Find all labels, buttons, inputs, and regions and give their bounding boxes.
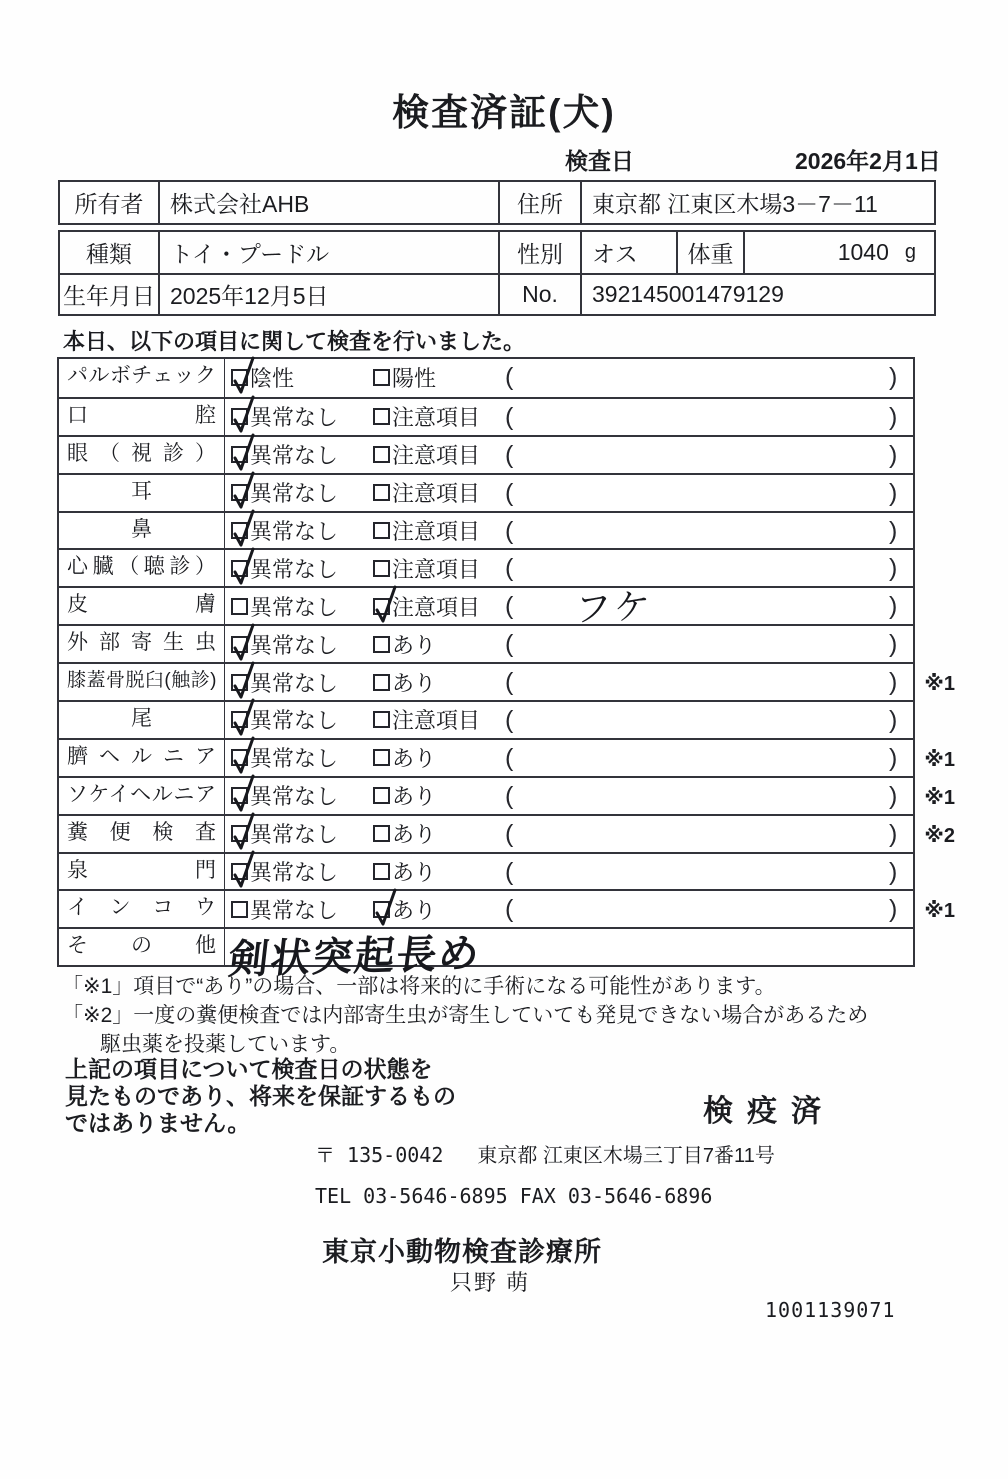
exam-item-label [59, 475, 225, 511]
exam-row-content [225, 550, 913, 586]
owner-value: 株式会社AHB [160, 182, 500, 223]
exam-option-1 [231, 588, 338, 624]
paren-close: ) [889, 516, 898, 545]
checkbox-option-2 [373, 484, 390, 501]
exam-option-2-label: あり [392, 670, 437, 696]
checkbox-option-2 [373, 560, 390, 577]
paren-close: ) [889, 630, 898, 659]
checkbox-option-1 [231, 408, 248, 425]
exam-option-1-label: 異常なし [250, 670, 339, 696]
exam-option-1-label: 異常なし [250, 443, 339, 469]
exam-option-2 [373, 475, 480, 511]
exam-option-1-label: 陰性 [250, 366, 295, 392]
owner-label: 所有者 [60, 182, 160, 223]
breed-sex-weight-row [60, 232, 934, 273]
exam-item-label-text: その他 [67, 934, 216, 958]
exam-row-content [225, 626, 913, 662]
clinic-postal-address [315, 1139, 775, 1168]
paren-open: ( [505, 895, 514, 924]
veterinarian-name: 只野 萌 [450, 1270, 531, 1295]
checkbox-option-2 [373, 408, 390, 425]
intro-sentence: 本日、以下の項目に関して検査を行いました。 [63, 329, 526, 354]
exam-option-1-label: 異常なし [250, 897, 339, 923]
paren-close: ) [889, 857, 898, 886]
exam-option-2-label: あり [392, 897, 437, 923]
birth-no-row [60, 273, 934, 314]
disclaimer-line-2: 見たものであり、将来を保証するもの [65, 1083, 456, 1109]
exam-item-label [59, 816, 225, 852]
paren-open: ( [505, 706, 514, 735]
exam-option-2 [373, 740, 436, 776]
exam-option-2 [373, 778, 436, 814]
checkbox-option-1 [231, 901, 248, 918]
exam-row-content [225, 437, 913, 473]
paren-close: ) [889, 781, 898, 810]
paren-close: ) [889, 819, 898, 848]
checkbox-option-2 [373, 446, 390, 463]
exam-option-1-label: 異常なし [250, 784, 339, 810]
weight-number: 1040 [837, 239, 889, 265]
exam-item-label [59, 588, 225, 624]
checkbox-option-2 [373, 901, 390, 918]
footnotes [62, 972, 868, 1059]
paren-close: ) [889, 478, 898, 507]
exam-option-1 [231, 664, 338, 700]
exam-option-2-label: 注意項目 [392, 519, 481, 544]
exam-option-2-label: 注意項目 [392, 481, 481, 507]
weight-value [745, 232, 934, 273]
exam-item-label [59, 929, 225, 965]
exam-table-row [59, 852, 913, 890]
exam-table-row [59, 359, 913, 397]
exam-option-1-label: 異常なし [250, 822, 339, 848]
exam-option-2-label: あり [392, 784, 437, 810]
exam-item-label-text: ソケイヘルニア [67, 782, 216, 806]
paren-open: ( [505, 857, 514, 886]
paren-open: ( [505, 668, 514, 697]
checkbox-option-1 [231, 369, 248, 386]
checkbox-option-2 [373, 636, 390, 653]
exam-table-row [59, 662, 955, 700]
exam-item-label-text: 心臓（聴診） [67, 555, 216, 579]
exam-table-row [59, 511, 913, 549]
exam-table-row [59, 814, 955, 852]
exam-row-content [225, 778, 955, 814]
paren-close: ) [889, 668, 898, 697]
paren-close: ) [889, 706, 898, 735]
exam-option-2-label: あり [392, 860, 437, 886]
exam-item-label-text: 眼（視診） [67, 441, 216, 465]
clinic-name: 東京小動物検査診療所 [322, 1237, 602, 1267]
checkbox-option-2 [373, 711, 390, 728]
exam-table-row [59, 548, 913, 586]
checkbox-option-1 [231, 636, 248, 653]
exam-option-1 [231, 702, 338, 738]
exam-table-row [59, 700, 913, 738]
page-title: 検査済証(犬) [392, 92, 616, 133]
inspection-date-value: 2026年2月1日 [795, 148, 941, 174]
paren-close: ) [889, 743, 898, 772]
exam-item-label [59, 437, 225, 473]
checkbox-option-1 [231, 711, 248, 728]
document-number: 1001139071 [765, 1298, 896, 1322]
handwritten-note: フケ [573, 585, 655, 631]
footnote-mark: ※1 [924, 748, 955, 771]
breed-value: トイ・プードル [160, 232, 500, 273]
disclaimer-line-3: ではありません。 [65, 1110, 251, 1136]
exam-option-1-label: 異常なし [250, 519, 339, 544]
paren-close: ) [889, 592, 898, 621]
quarantine-cleared-stamp: 検疫済 [703, 1095, 835, 1128]
exam-option-2-label: 注意項目 [392, 405, 481, 431]
checkbox-option-1 [231, 484, 248, 501]
exam-item-label [59, 891, 225, 927]
exam-item-label-text: インコウ [67, 896, 216, 920]
exam-option-1-label: 異常なし [250, 708, 339, 734]
exam-item-label [59, 702, 225, 738]
checkbox-option-1 [231, 863, 248, 880]
exam-option-1-label: 異常なし [250, 594, 339, 620]
exam-option-2-label: 注意項目 [392, 443, 481, 469]
exam-option-2 [373, 664, 436, 700]
exam-option-2 [373, 550, 480, 586]
weight-unit: g [904, 241, 916, 263]
exam-table-row [59, 927, 913, 983]
exam-item-label-text: 糞便検査 [67, 820, 216, 844]
owner-row [60, 182, 934, 223]
paren-open: ( [505, 781, 514, 810]
sex-label: 性別 [500, 232, 582, 273]
exam-option-1-label: 異常なし [250, 481, 339, 507]
exam-item-label-text: 外部寄生虫 [67, 631, 216, 655]
exam-option-1 [231, 550, 338, 586]
exam-option-2-label: 注意項目 [392, 594, 481, 620]
paren-open: ( [505, 402, 514, 431]
disclaimer-line-1: 上記の項目について検査日の状態を [65, 1056, 433, 1082]
pet-info-table [58, 230, 936, 316]
birthdate-value: 2025年12月5日 [160, 275, 500, 314]
exam-option-2-label: 注意項目 [392, 556, 481, 582]
exam-item-label-text: 皮膚 [67, 593, 216, 617]
exam-option-1 [231, 740, 338, 776]
exam-option-1-label: 異常なし [250, 632, 339, 658]
paren-open: ( [505, 516, 514, 545]
paren-close: ) [889, 363, 898, 391]
exam-row-content [225, 585, 913, 631]
exam-option-2 [373, 702, 480, 738]
exam-row-content [225, 929, 913, 983]
footnote-mark: ※1 [924, 786, 955, 809]
exam-option-2 [373, 437, 480, 473]
exam-option-2 [373, 854, 436, 890]
owner-table [58, 180, 936, 225]
paren-close: ) [889, 402, 898, 431]
exam-item-label-text: 尾 [131, 707, 152, 731]
exam-table [57, 357, 955, 983]
checkbox-option-2 [373, 522, 390, 539]
handwritten-other-note: 剣状突起長め [226, 931, 484, 983]
exam-row-content [225, 702, 913, 738]
exam-table-row [59, 776, 955, 814]
checkbox-option-1 [231, 787, 248, 804]
footnote-2: 「※2」一度の糞便検査では内部寄生虫が寄生していても発見できない場合があるため [62, 1004, 869, 1027]
exam-item-label [59, 740, 225, 776]
weight-label: 体重 [678, 232, 745, 273]
checkbox-option-1 [231, 749, 248, 766]
paren-open: ( [505, 478, 514, 507]
footnote-2-continued: 駆虫薬を投薬しています。 [100, 1033, 351, 1056]
exam-option-1 [231, 359, 294, 397]
exam-option-1-label: 異常なし [250, 405, 339, 431]
exam-option-1 [231, 437, 338, 473]
exam-option-2-label: あり [392, 746, 437, 772]
exam-table-row [59, 585, 913, 631]
exam-item-label-text: 口腔 [67, 403, 216, 427]
exam-item-label-text: 鼻 [131, 517, 152, 541]
exam-table-row [59, 397, 913, 435]
exam-row-content [225, 891, 955, 927]
checkbox-option-1 [231, 446, 248, 463]
postal-code: 〒 135-0042 [315, 1143, 444, 1167]
exam-row-content [225, 664, 955, 700]
checkbox-option-1 [231, 522, 248, 539]
checkbox-option-2 [373, 598, 390, 615]
exam-item-label [59, 854, 225, 890]
exam-option-2 [373, 513, 480, 549]
sex-value: オス [582, 232, 678, 273]
exam-table-row [59, 473, 913, 511]
exam-option-1 [231, 778, 338, 814]
exam-option-2 [373, 626, 436, 662]
clinic-tel-fax: TEL 03-5646-6895 FAX 03-5646-6896 [315, 1184, 713, 1208]
exam-table-row [59, 435, 913, 473]
paren-open: ( [505, 440, 514, 469]
exam-row-content [225, 475, 913, 511]
paren-close: ) [889, 554, 898, 583]
exam-row-content [225, 740, 955, 776]
exam-option-2 [373, 588, 480, 624]
exam-item-label [59, 550, 225, 586]
no-value: 392145001479129 [592, 281, 784, 307]
exam-item-label [59, 513, 225, 549]
exam-option-1 [231, 513, 338, 549]
exam-option-1 [231, 816, 338, 852]
paren-open: ( [505, 743, 514, 772]
footnote-1: 「※1」項目で“あり”の場合、一部は将来的に手術になる可能性があります。 [62, 975, 776, 998]
paren-close: ) [889, 895, 898, 924]
exam-item-label [59, 359, 225, 397]
exam-item-label-text: 耳 [131, 479, 152, 503]
paren-open: ( [505, 592, 514, 621]
checkbox-option-2 [373, 825, 390, 842]
exam-item-label-text: 泉門 [67, 858, 216, 882]
exam-option-1-label: 異常なし [250, 860, 339, 886]
checkbox-option-2 [373, 674, 390, 691]
footnote-mark: ※2 [924, 824, 955, 847]
checkbox-option-2 [373, 863, 390, 880]
exam-option-2 [373, 359, 436, 397]
exam-table-row [59, 624, 913, 662]
paren-open: ( [505, 554, 514, 583]
checkbox-option-2 [373, 369, 390, 386]
exam-option-2-label: あり [392, 822, 437, 848]
exam-option-2 [373, 816, 436, 852]
address-value: 東京都 江東区木場3－7－11 [592, 191, 878, 217]
paren-open: ( [505, 630, 514, 659]
paren-open: ( [505, 363, 514, 391]
checkbox-option-1 [231, 825, 248, 842]
exam-table-row [59, 738, 955, 776]
paren-open: ( [505, 819, 514, 848]
exam-option-2-label: 注意項目 [392, 708, 481, 734]
checkbox-option-1 [231, 674, 248, 691]
exam-option-1 [231, 475, 338, 511]
inspection-date-label: 検査日 [565, 148, 634, 174]
footnote-mark: ※1 [924, 900, 955, 923]
exam-option-2 [373, 399, 480, 435]
disclaimer [65, 1056, 456, 1137]
checkbox-option-2 [373, 787, 390, 804]
checkbox-option-1 [231, 560, 248, 577]
exam-row-content [225, 854, 913, 890]
footnote-mark: ※1 [924, 673, 955, 696]
exam-option-1 [231, 399, 338, 435]
exam-option-2-label: あり [392, 632, 437, 658]
exam-row-content [225, 816, 955, 852]
clinic-address: 東京都 江東区木場三丁目7番11号 [477, 1145, 775, 1167]
exam-item-label [59, 626, 225, 662]
exam-option-1 [231, 891, 338, 927]
checkbox-option-1 [231, 598, 248, 615]
exam-item-label [59, 664, 225, 700]
exam-item-label [59, 778, 225, 814]
birthdate-label: 生年月日 [60, 275, 160, 314]
paren-close: ) [889, 440, 898, 469]
exam-table-row [59, 889, 955, 927]
exam-item-label-text: 膝蓋骨脱臼(触診) [67, 670, 216, 692]
exam-item-label-text: 臍ヘルニア [67, 744, 216, 768]
exam-option-1 [231, 626, 338, 662]
exam-item-label [59, 399, 225, 435]
exam-option-1-label: 異常なし [250, 556, 339, 582]
exam-row-content [225, 513, 913, 549]
exam-option-1 [231, 854, 338, 890]
exam-option-1-label: 異常なし [250, 746, 339, 772]
breed-label: 種類 [60, 232, 160, 273]
checkbox-option-2 [373, 749, 390, 766]
exam-option-2 [373, 891, 436, 927]
address-label: 住所 [500, 182, 582, 223]
exam-row-content [225, 399, 913, 435]
exam-row-content [225, 359, 913, 397]
no-label: No. [500, 275, 582, 314]
exam-item-label-text: パルボチェック [67, 364, 216, 387]
exam-option-2-label: 陽性 [392, 366, 437, 392]
